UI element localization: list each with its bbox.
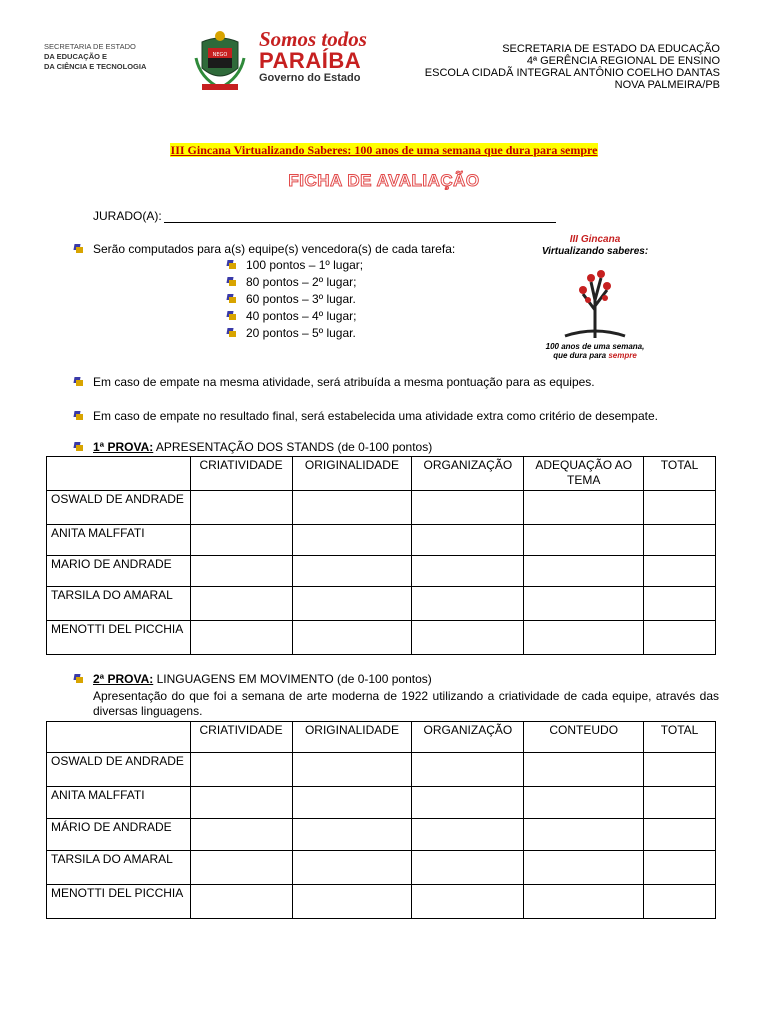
illustration-subtitle (535, 342, 655, 360)
brand-government: Governo do Estado (259, 72, 361, 84)
score-cell[interactable] (412, 491, 524, 525)
score-cell[interactable] (412, 621, 524, 655)
score-cell[interactable] (190, 753, 292, 787)
document-title (0, 141, 768, 159)
team-name: OSWALD DE ANDRADE (47, 491, 191, 525)
points-list (246, 257, 363, 342)
bullet-arrow-icon (73, 377, 84, 387)
column-header: ORIGINALIDADE (292, 722, 412, 753)
team-name: TARSILA DO AMARAL (47, 851, 191, 885)
points-item (246, 291, 363, 308)
bullet-arrow-icon (73, 411, 84, 421)
brand-slogan: Somos todos (259, 27, 367, 51)
table-row (47, 556, 716, 587)
table-corner-cell (47, 457, 191, 491)
document-title-text: III Gincana Virtualizando Saberes: 100 anos de uma semana que dura para sempre (170, 143, 598, 157)
secretaria-logo-line-3: DA CIÊNCIA E TECNOLOGIA (44, 62, 147, 71)
gincana-illustration (535, 228, 655, 368)
score-cell[interactable] (292, 787, 412, 819)
points-item (246, 325, 363, 342)
points-item (246, 257, 363, 274)
score-cell[interactable] (292, 621, 412, 655)
rule-tie-final-text: Em caso de empate no resultado final, será estabelecida uma atividade extra como critério de desempate. (93, 409, 658, 423)
score-cell[interactable] (412, 753, 524, 787)
illustration-title (535, 234, 655, 258)
header-logos (44, 28, 374, 94)
prova2-label: 2ª PROVA: (93, 672, 154, 686)
column-header: ORIGINALIDADE (292, 457, 412, 491)
table-header-row (47, 722, 716, 753)
score-cell[interactable] (524, 885, 644, 919)
points-item-text: 80 pontos – 2º lugar; (246, 275, 357, 289)
bullet-arrow-icon (226, 311, 237, 321)
prova2-description: Apresentação do que foi a semana de arte moderna de 1922 utilizando a criatividade de cada equipe, através das diversas linguagens. (93, 689, 719, 718)
illustration-subtitle-line-2 (535, 351, 655, 360)
score-cell[interactable] (524, 819, 644, 851)
header-line-4: NOVA PALMEIRA/PB (614, 79, 720, 91)
bullet-arrow-icon (73, 674, 84, 684)
total-cell[interactable] (644, 525, 716, 556)
score-cell[interactable] (292, 753, 412, 787)
prova1-label: 1ª PROVA: (93, 440, 154, 454)
team-name: MENOTTI DEL PICCHIA (47, 885, 191, 919)
jurado-field (93, 209, 556, 223)
rule-tie-activity-text: Em caso de empate na mesma atividade, será atribuída a mesma pontuação para as equipes. (93, 375, 595, 389)
score-cell[interactable] (292, 525, 412, 556)
score-cell[interactable] (190, 587, 292, 621)
total-cell[interactable] (644, 556, 716, 587)
team-name: MARIO DE ANDRADE (47, 556, 191, 587)
score-cell[interactable] (190, 491, 292, 525)
column-header: ORGANIZAÇÃO (412, 457, 524, 491)
score-cell[interactable] (292, 819, 412, 851)
score-cell[interactable] (524, 525, 644, 556)
team-name: MÁRIO DE ANDRADE (47, 819, 191, 851)
prova1-table (46, 456, 716, 655)
score-cell[interactable] (190, 787, 292, 819)
total-cell[interactable] (644, 491, 716, 525)
score-cell[interactable] (292, 851, 412, 885)
score-cell[interactable] (524, 556, 644, 587)
total-cell[interactable] (644, 587, 716, 621)
bullet-arrow-icon (73, 442, 84, 452)
score-cell[interactable] (524, 587, 644, 621)
table-header-row (47, 457, 716, 491)
table-row (47, 885, 716, 919)
points-item-text: 60 pontos – 3º lugar. (246, 292, 356, 306)
points-item-text: 100 pontos – 1º lugar; (246, 258, 364, 272)
score-cell[interactable] (524, 621, 644, 655)
illustration-title-line-2: Virtualizando saberes: (541, 246, 649, 257)
score-cell[interactable] (412, 587, 524, 621)
column-header: ORGANIZAÇÃO (412, 722, 524, 753)
score-cell[interactable] (190, 885, 292, 919)
column-header: CRIATIVIDADE (190, 722, 292, 753)
secretaria-logo-line-1: SECRETARIA DE ESTADO (44, 42, 136, 51)
score-cell[interactable] (412, 851, 524, 885)
illustration-subtitle-line-1: 100 anos de uma semana, (545, 342, 645, 351)
prova2-text: LINGUAGENS EM MOVIMENTO (de 0-100 pontos) (153, 672, 432, 686)
header-line-1: SECRETARIA DE ESTADO DA EDUCAÇÃO (502, 43, 720, 55)
score-cell[interactable] (190, 525, 292, 556)
table-row (47, 753, 716, 787)
column-header: ADEQUAÇÃO AO TEMA (524, 457, 644, 491)
team-name: MENOTTI DEL PICCHIA (47, 621, 191, 655)
score-cell[interactable] (412, 819, 524, 851)
bullet-arrow-icon (73, 244, 84, 254)
jurado-label: JURADO(A): (93, 209, 162, 223)
column-header: CONTEUDO (524, 722, 644, 753)
coat-of-arms-icon (194, 28, 246, 94)
score-cell[interactable] (524, 851, 644, 885)
prova2-heading (93, 672, 432, 686)
illustration-subtitle-part-a: que dura para (553, 351, 609, 360)
score-cell[interactable] (292, 885, 412, 919)
total-cell[interactable] (644, 885, 716, 919)
score-cell[interactable] (292, 587, 412, 621)
score-cell[interactable] (412, 885, 524, 919)
points-item (246, 308, 363, 325)
team-name: OSWALD DE ANDRADE (47, 753, 191, 787)
score-cell[interactable] (190, 819, 292, 851)
brand-name: PARAÍBA (259, 48, 362, 73)
table-row (47, 851, 716, 885)
table-row (47, 525, 716, 556)
total-cell[interactable] (644, 819, 716, 851)
total-cell[interactable] (644, 753, 716, 787)
score-cell[interactable] (412, 787, 524, 819)
table-row (47, 621, 716, 655)
total-cell[interactable] (644, 621, 716, 655)
team-name: ANITA MALFFATI (47, 525, 191, 556)
score-cell[interactable] (412, 556, 524, 587)
prova1-text: APRESENTAÇÃO DOS STANDS (de 0-100 pontos) (153, 440, 433, 454)
score-cell[interactable] (524, 787, 644, 819)
score-cell[interactable] (412, 525, 524, 556)
score-cell[interactable] (292, 491, 412, 525)
prova2-table (46, 721, 716, 919)
bullet-arrow-icon (226, 260, 237, 270)
score-cell[interactable] (524, 491, 644, 525)
points-intro (93, 242, 455, 256)
score-cell[interactable] (190, 621, 292, 655)
table-row (47, 587, 716, 621)
header-school-info (340, 43, 720, 91)
score-cell[interactable] (292, 556, 412, 587)
bullet-arrow-icon (226, 277, 237, 287)
illustration-title-line-1: III Gincana (569, 234, 621, 245)
prova1-heading (93, 440, 432, 454)
points-intro-text: Serão computados para a(s) equipe(s) vencedora(s) de cada tarefa: (93, 242, 456, 256)
total-cell[interactable] (644, 787, 716, 819)
column-header: CRIATIVIDADE (190, 457, 292, 491)
secretaria-logo-line-2: DA EDUCAÇÃO E (44, 52, 108, 61)
score-cell[interactable] (190, 556, 292, 587)
points-item (246, 274, 363, 291)
column-header: TOTAL (644, 457, 716, 491)
header-line-3: ESCOLA CIDADÃ INTEGRAL ANTÔNIO COELHO DANTAS (424, 67, 720, 79)
team-name: ANITA MALFFATI (47, 787, 191, 819)
bullet-arrow-icon (226, 294, 237, 304)
score-cell[interactable] (524, 753, 644, 787)
table-row (47, 819, 716, 851)
svg-text:NEGO: NEGO (212, 52, 228, 58)
points-item-text: 40 pontos – 4º lugar; (246, 309, 357, 323)
table-row (47, 787, 716, 819)
total-cell[interactable] (644, 851, 716, 885)
secretaria-logo (44, 42, 179, 72)
header-line-2: 4ª GERÊNCIA REGIONAL DE ENSINO (526, 55, 720, 67)
points-item-text: 20 pontos – 5º lugar. (246, 326, 356, 340)
score-cell[interactable] (190, 851, 292, 885)
bullet-arrow-icon (226, 328, 237, 338)
illustration-subtitle-part-b: sempre (608, 351, 637, 360)
ficha-heading: FICHA DE AVALIAÇÃO (288, 171, 480, 190)
team-name: TARSILA DO AMARAL (47, 587, 191, 621)
table-corner-cell (47, 722, 191, 753)
table-row (47, 491, 716, 525)
tree-icon (555, 260, 635, 340)
jurado-line (164, 211, 556, 223)
rule-tie-final (93, 409, 658, 423)
rule-tie-activity (93, 375, 595, 389)
column-header: TOTAL (644, 722, 716, 753)
